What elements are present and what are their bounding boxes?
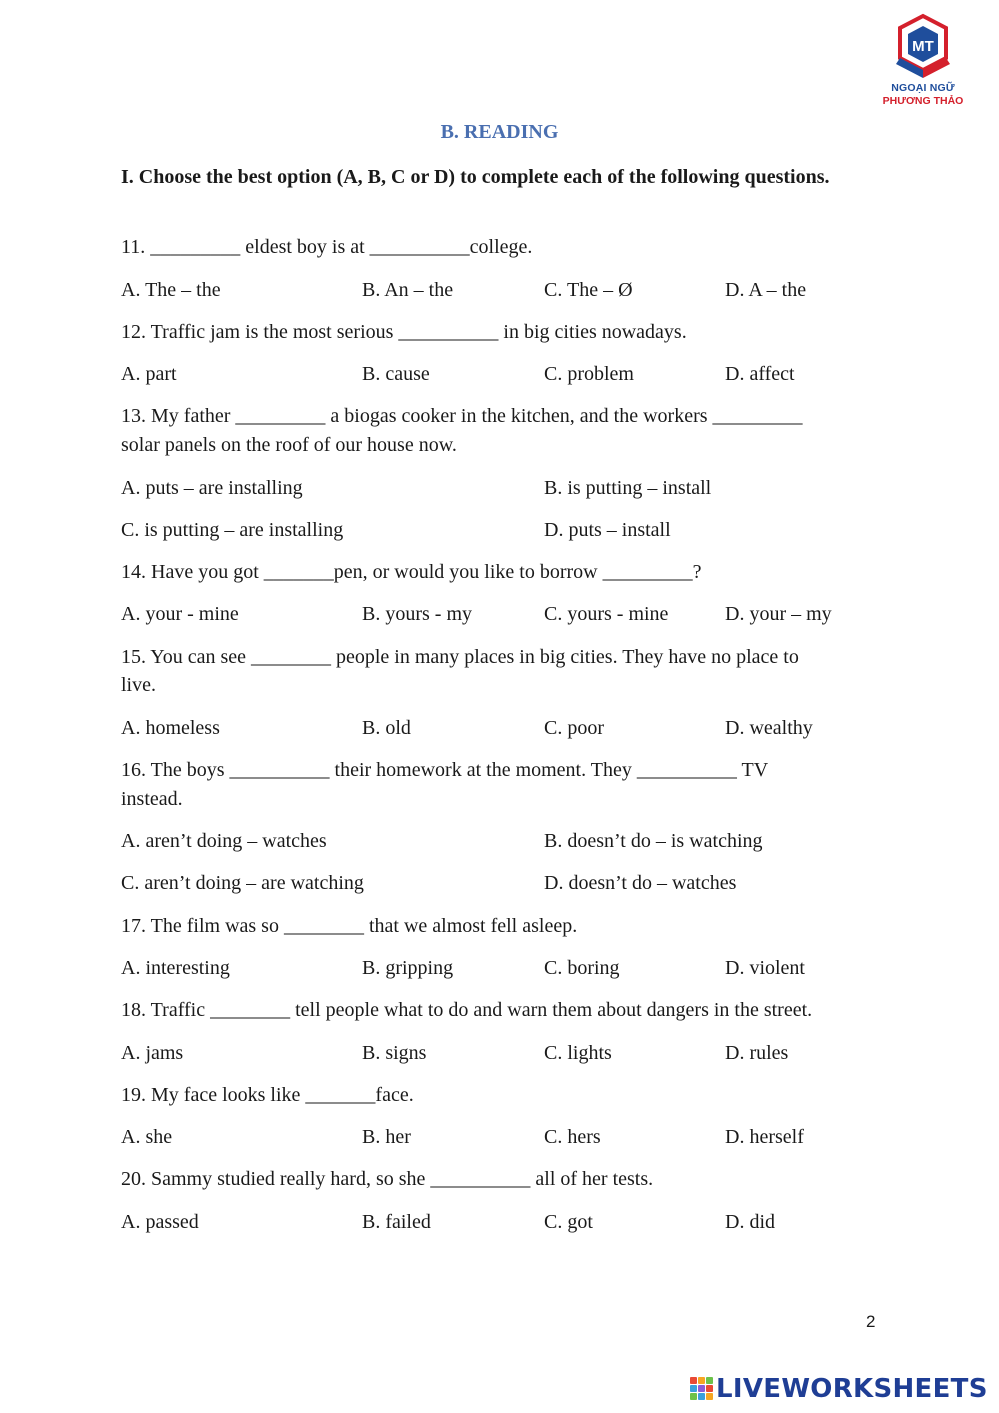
option-a[interactable]: A. passed bbox=[121, 1211, 199, 1233]
option-d[interactable]: D. A – the bbox=[725, 279, 807, 301]
question-text-continued: solar panels on the roof of our house now. bbox=[121, 434, 457, 456]
question-text: 11. _________ eldest boy is at __________college. bbox=[121, 236, 533, 258]
option-c[interactable]: C. yours - mine bbox=[544, 603, 669, 625]
option-a[interactable]: A. jams bbox=[121, 1042, 184, 1064]
question-text: 17. The film was so ________ that we almost fell asleep. bbox=[121, 915, 578, 937]
question-text: 18. Traffic ________ tell people what to do and warn them about dangers in the street. bbox=[121, 999, 813, 1021]
brand-logo bbox=[878, 12, 968, 108]
option-c[interactable]: C. aren’t doing – are watching bbox=[121, 872, 364, 894]
instruction: I. Choose the best option (A, B, C or D) to complete each of the following questions. bbox=[121, 166, 830, 188]
option-d[interactable]: D. herself bbox=[725, 1126, 804, 1148]
option-b[interactable]: B. doesn’t do – is watching bbox=[544, 830, 763, 852]
option-d[interactable]: D. violent bbox=[725, 957, 805, 979]
option-d[interactable]: D. puts – install bbox=[544, 519, 671, 541]
liveworksheets-wordmark: LIVEWORKSHEETS bbox=[716, 1374, 988, 1404]
option-b[interactable]: B. gripping bbox=[362, 957, 454, 979]
option-c[interactable]: C. lights bbox=[544, 1042, 612, 1064]
option-b[interactable]: B. signs bbox=[362, 1042, 427, 1064]
liveworksheets-brand[interactable] bbox=[690, 1372, 990, 1406]
question-text-continued: live. bbox=[121, 674, 156, 696]
logo-line-1: NGOẠI NGỮ bbox=[891, 82, 955, 94]
logo-mark-text: MT bbox=[912, 38, 934, 55]
option-c[interactable]: C. poor bbox=[544, 717, 604, 739]
option-a[interactable]: A. part bbox=[121, 363, 177, 385]
logo-cube-icon bbox=[894, 12, 952, 82]
option-d[interactable]: D. did bbox=[725, 1211, 775, 1233]
option-a[interactable]: A. puts – are installing bbox=[121, 477, 303, 499]
question-text: 13. My father _________ a biogas cooker in the kitchen, and the workers _________ bbox=[121, 405, 803, 427]
question-text: 20. Sammy studied really hard, so she __________ all of her tests. bbox=[121, 1168, 654, 1190]
liveworksheets-grid-icon bbox=[690, 1377, 714, 1401]
option-a[interactable]: A. The – the bbox=[121, 279, 221, 301]
option-c[interactable]: C. problem bbox=[544, 363, 634, 385]
question-text-continued: instead. bbox=[121, 788, 183, 810]
option-b[interactable]: B. failed bbox=[362, 1211, 431, 1233]
option-d[interactable]: D. your – my bbox=[725, 603, 832, 625]
logo-line-2: PHƯƠNG THẢO bbox=[882, 95, 964, 107]
option-b[interactable]: B. is putting – install bbox=[544, 477, 712, 499]
option-b[interactable]: B. yours - my bbox=[362, 603, 472, 625]
option-a[interactable]: A. interesting bbox=[121, 957, 230, 979]
option-d[interactable]: D. rules bbox=[725, 1042, 789, 1064]
option-c[interactable]: C. hers bbox=[544, 1126, 601, 1148]
option-b[interactable]: B. An – the bbox=[362, 279, 454, 301]
question-text: 16. The boys __________ their homework at the moment. They __________ TV bbox=[121, 759, 769, 781]
question-text: 14. Have you got _______pen, or would you like to borrow _________? bbox=[121, 561, 702, 583]
question-text: 12. Traffic jam is the most serious __________ in big cities nowadays. bbox=[121, 321, 687, 343]
option-c[interactable]: C. boring bbox=[544, 957, 620, 979]
option-a[interactable]: A. she bbox=[121, 1126, 173, 1148]
option-b[interactable]: B. her bbox=[362, 1126, 411, 1148]
option-a[interactable]: A. homeless bbox=[121, 717, 220, 739]
question-text: 19. My face looks like _______face. bbox=[121, 1084, 414, 1106]
option-d[interactable]: D. affect bbox=[725, 363, 795, 385]
option-b[interactable]: B. old bbox=[362, 717, 411, 739]
option-d[interactable]: D. doesn’t do – watches bbox=[544, 872, 737, 894]
option-c[interactable]: C. The – Ø bbox=[544, 279, 633, 301]
option-b[interactable]: B. cause bbox=[362, 363, 430, 385]
option-a[interactable]: A. your - mine bbox=[121, 603, 239, 625]
page-number: 2 bbox=[866, 1312, 876, 1331]
option-a[interactable]: A. aren’t doing – watches bbox=[121, 830, 327, 852]
option-c[interactable]: C. got bbox=[544, 1211, 593, 1233]
option-d[interactable]: D. wealthy bbox=[725, 717, 813, 739]
option-c[interactable]: C. is putting – are installing bbox=[121, 519, 344, 541]
question-text: 15. You can see ________ people in many places in big cities. They have no place to bbox=[121, 646, 799, 668]
section-title: B. READING bbox=[440, 121, 559, 143]
